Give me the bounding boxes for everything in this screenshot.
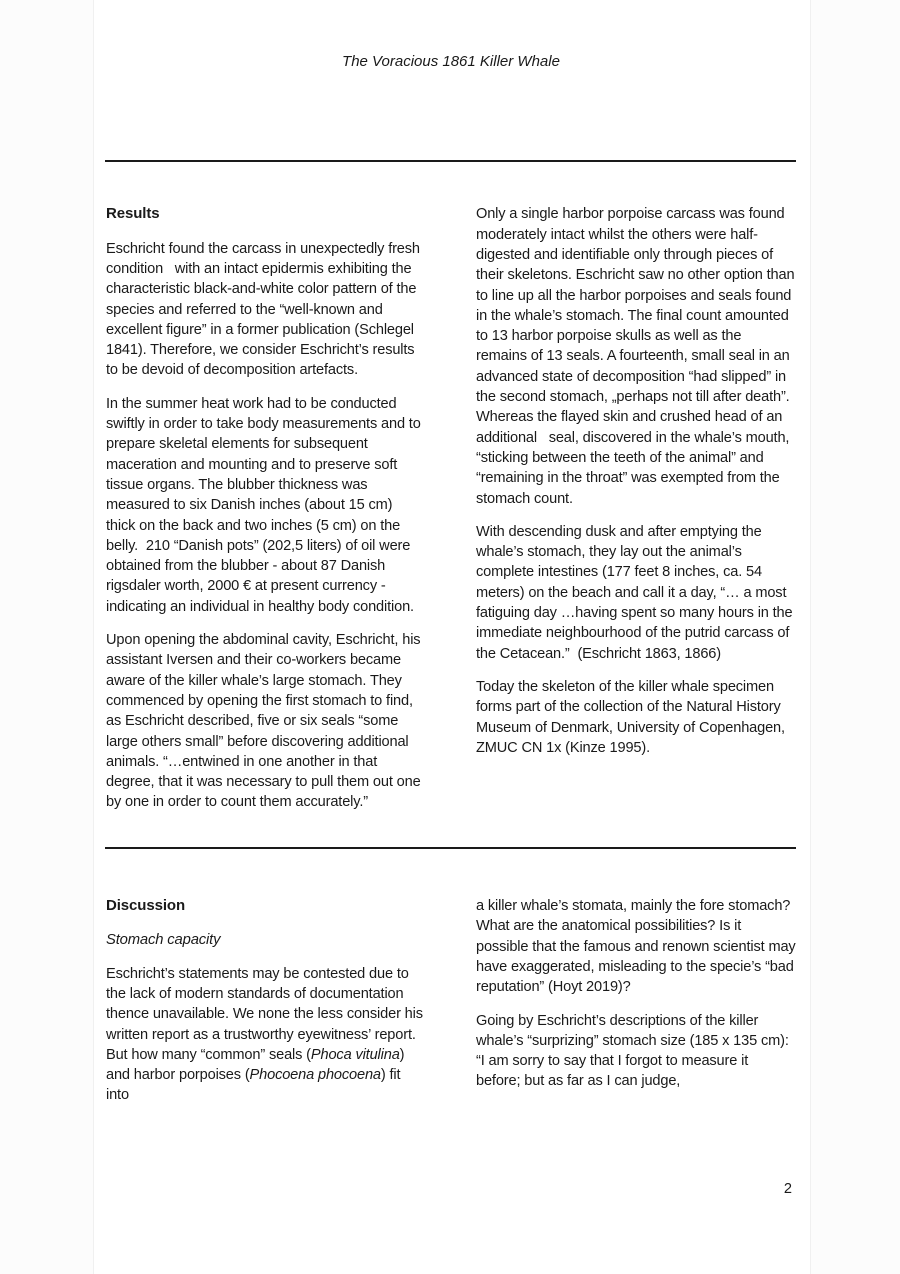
discussion-section [106,896,800,1106]
page-number: 2 [783,1181,792,1197]
discussion-paragraph: Going by Eschricht’s descriptions of the killer whale’s “surprizing” stomach size (185 x 135 cm): “I am sorry to say that I forgot to measure it before; but as far as I can judge, [476,1012,793,1090]
results-paragraph: In the summer heat work had to be conducted swiftly in order to take body measurements and to prepare skeletal elements for subsequent maceration and mounting and to preserve soft tissue organs. The blubber thickness was measured to six Danish inches (about 15 cm) thick on the back and two inches (5 cm) on the belly. 210 “Danish pots” (202,5 liters) of oil were obtained from the blubber - about 87 Danish rigsdaler worth, 2000 € at present currency - indicating an individual in healthy body condition. [106,395,425,615]
results-paragraph: Upon opening the abdominal cavity, Eschricht, his assistant Iversen and their co-workers became aware of the killer whale’s large stomach. They commenced by opening the first stomach to find, as Eschricht described, five or six seals “some large others small” before discovering additional animals. “…entwined in one another in that degree, that it was necessary to pull them out one by one in order to count them accurately.” [106,632,425,811]
results-paragraph: Only a single harbor porpoise carcass was found moderately intact whilst the others were half-digested and identifiable only through pieces of their skeletons. Eschricht saw no other option than to line up all the harbor porpoises and seals found in the whale’s stomach. The final count amounted to 13 harbor porpoise skulls as well as the remains of 13 seals. A fourteenth, small seal in an advanced state of decomposition “had slipped” in the second stomach, „perhaps not till after death”. Whereas the flayed skin and crushed head of an additional seal, discovered in the whale’s mouth, “sticking between the teeth of the animal” and “remaining in the throat” was exempted from the stomach count. [476,206,799,507]
results-paragraph: With descending dusk and after emptying the whale’s stomach, they lay out the animal’s complete intestines (177 feet 8 inches, ca. 54 meters) on the beach and call it a day, “… a most fatiguing day …having spent so many hours in the immediate neighbourhood of the putrid carcass of the Cetacean.” (Eschricht 1863, 1866) [476,523,797,662]
results-paragraph: Eschricht found the carcass in unexpectedly fresh condition with an intact epidermis exhibiting the characteristic black-and-white color pattern of the species and referred to the “well-known and excellent figure” in a former publication (Schlegel 1841). Therefore, we consider Eschricht’s results to be devoid of decomposition artefacts. [106,240,424,379]
discussion-subheading: Stomach capacity [106,932,221,949]
results-left-column [106,204,424,812]
results-section [106,204,799,812]
discussion-text-run: ) and harbor porpoises ( [106,1046,409,1084]
results-paragraph: Today the skeleton of the killer whale specimen forms part of the collection of the Natural History Museum of Denmark, University of Copenhagen, ZMUC CN 1x (Kinze 1995). [476,678,789,756]
discussion-heading: Discussion [106,897,186,915]
discussion-right-column [476,896,800,1106]
page-margin-left [0,0,94,1274]
discussion-paragraph: a killer whale’s stomata, mainly the fore stomach? What are the anatomical possibilities? Is it possible that the famous and renown scientist may have exaggerated, misleading to the specie’s “bad reputation” (Hoyt 2019)? [476,898,800,996]
document-page [106,0,800,1106]
results-heading: Results [106,205,160,223]
discussion-text-run: Eschricht’s statements may be contested due to the lack of modern standards of documentation thence unavailable. We none the less consider his written report as a trustworthy eyewitness’ report. But how many “common” seals ( [106,965,427,1063]
species-name-italic: Phoca vitulina [310,1046,400,1063]
section-rule-middle [105,847,796,849]
results-right-column [476,204,799,812]
section-rule-top [105,160,796,162]
discussion-text-run: ) fit into [106,1067,405,1104]
discussion-paragraph [106,964,427,1106]
running-title: The Voracious 1861 Killer Whale [342,53,560,70]
discussion-left-column [106,896,427,1106]
page-margin-right [810,0,900,1274]
species-name-italic: Phocoena phocoena [249,1067,381,1084]
